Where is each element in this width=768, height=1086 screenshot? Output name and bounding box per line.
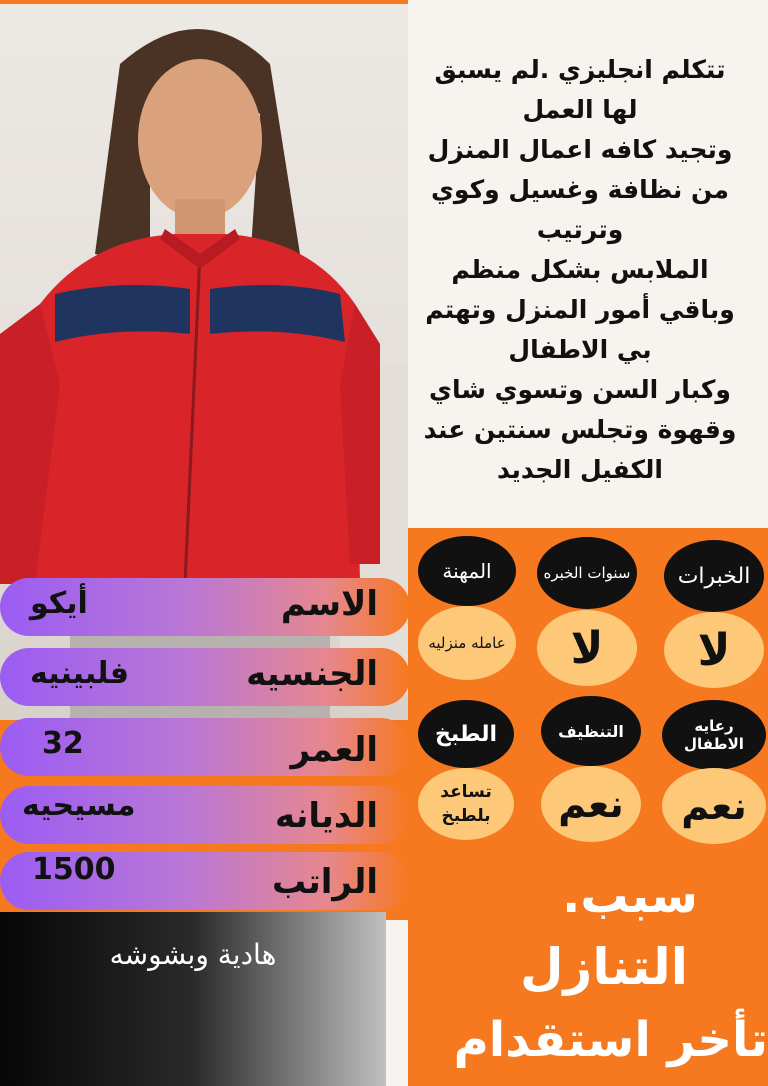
description-line: وكبار السن وتسوي شاي — [429, 375, 731, 404]
description-line: لها العمل — [522, 95, 638, 124]
experience-header: الخبرات — [664, 540, 764, 612]
description-line: وترتيب — [536, 215, 624, 244]
nationality-value: فلبينيه — [30, 656, 130, 691]
religion-label: الديانه — [275, 796, 378, 836]
childcare-value: نعم — [662, 768, 766, 844]
years-experience-header: سنوات الخبره — [537, 537, 637, 609]
description-line: وقهوة وتجلس سنتين عند — [423, 415, 737, 444]
nationality-label: الجنسيه — [246, 654, 378, 694]
experience-value: لا — [664, 612, 764, 688]
salary-label: الراتب — [272, 862, 378, 902]
profession-header: المهنة — [418, 536, 516, 606]
reason-title: سبب. — [562, 868, 698, 924]
name-row — [0, 578, 410, 636]
description-line: وباقي أمور المنزل وتهتم — [425, 295, 735, 324]
name-value: أيكو — [30, 586, 88, 621]
reason-line-3: تأخر استقدام — [453, 1012, 768, 1068]
description-line: تتكلم انجليزي .لم يسبق — [434, 55, 726, 84]
age-label: العمر — [290, 730, 378, 770]
description-line: الملابس بشكل منظم — [451, 255, 709, 284]
salary-value: 1500 — [32, 852, 116, 887]
description-line: وتجيد كافه اعمال المنزل — [427, 135, 733, 164]
years-experience-value: لا — [537, 610, 637, 686]
age-row — [0, 718, 410, 776]
reason-line-2: التنازل — [520, 938, 688, 996]
nationality-row — [0, 648, 410, 706]
cleaning-header: التنظيف — [541, 696, 641, 766]
cleaning-value: نعم — [541, 766, 641, 842]
cooking-value: تساعد بلطبخ — [418, 768, 514, 840]
profession-value: عامله منزليه — [418, 606, 516, 680]
name-label: الاسم — [280, 584, 378, 624]
personality-text: هادية وبشوشه — [109, 938, 277, 971]
cooking-header: الطبخ — [418, 700, 514, 768]
salary-row — [0, 852, 410, 910]
age-value: 32 — [42, 726, 84, 761]
religion-value: مسيحيه — [22, 788, 136, 823]
childcare-header: رعايه الاطفال — [662, 700, 766, 770]
description-text — [415, 50, 745, 490]
description-line: من نظافة وغسيل وكوي — [431, 175, 729, 204]
description-line: الكفيل الجديد — [497, 455, 663, 484]
religion-row — [0, 786, 410, 844]
description-line: بي الاطفال — [508, 335, 652, 364]
